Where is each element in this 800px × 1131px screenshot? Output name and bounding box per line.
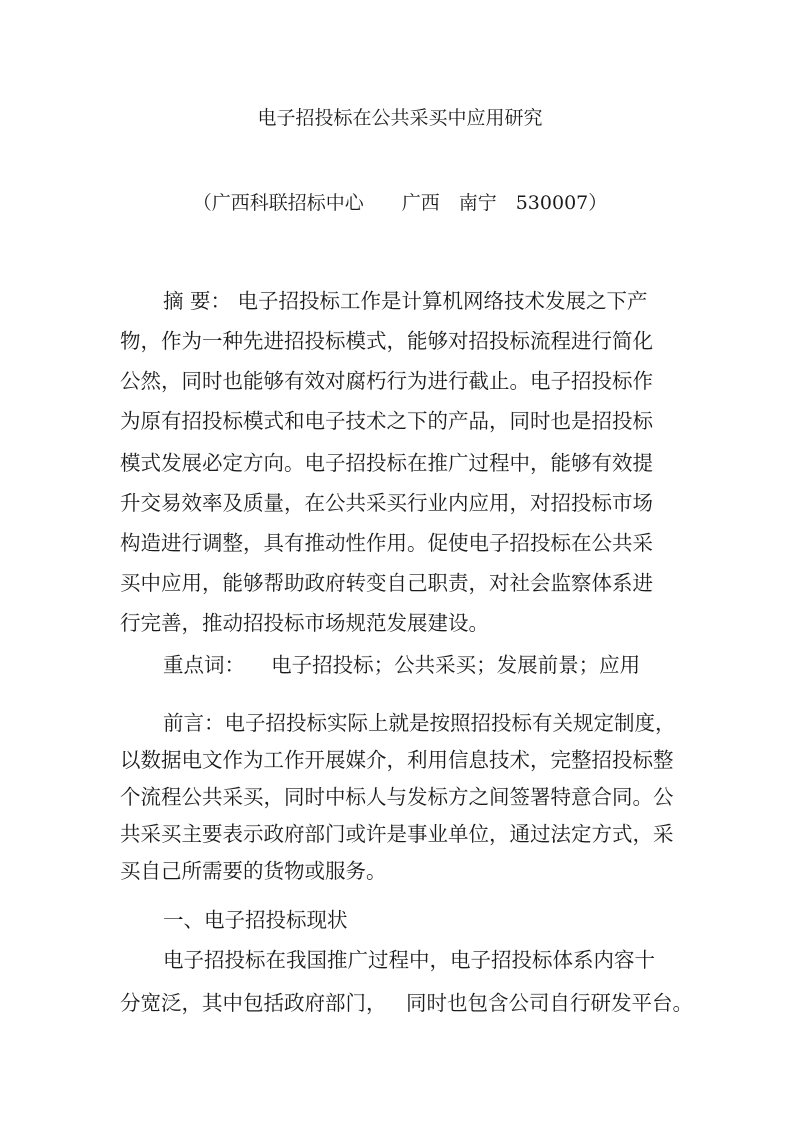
document-title: 电子招投标在公共采买中应用研究 bbox=[257, 107, 543, 129]
abstract-line: 摘 要： 电子招投标工作是计算机网络技术发展之下产 bbox=[163, 289, 648, 313]
preface-line: 共采买主要表示政府部门或许是事业单位，通过法定方式，采 bbox=[120, 822, 674, 846]
abstract-line: 为原有招投标模式和电子技术之下的产品，同时也是招投标 bbox=[120, 409, 653, 433]
abstract-line: 行完善，推动招投标市场规范发展建设。 bbox=[120, 611, 489, 635]
abstract-line: 买中应用，能够帮助政府转变自己职责，对社会监察体系进 bbox=[120, 571, 653, 595]
section-paragraph-line: 分宽泛，其中包括政府部门， 同时也包含公司自行研发平台。 bbox=[120, 991, 694, 1015]
preface-line: 以数据电文作为工作开展媒介，利用信息技术，完整招投标整 bbox=[120, 748, 674, 772]
abstract-line: 物，作为一种先进招投标模式，能够对招投标流程进行简化 bbox=[120, 329, 653, 353]
preface-line: 个流程公共采买，同时中标人与发标方之间签署特意合同。公 bbox=[120, 785, 674, 809]
abstract-line: 公然，同时也能够有效对腐朽行为进行截止。电子招投标作 bbox=[120, 369, 653, 393]
section-paragraph-line: 电子招投标在我国推广过程中，电子招投标体系内容十 bbox=[163, 948, 655, 972]
keywords-line: 重点词： 电子招投标；公共采买；发展前景；应用 bbox=[163, 653, 641, 677]
abstract-line: 构造进行调整，具有推动性作用。促使电子招投标在公共采 bbox=[120, 531, 653, 555]
section-heading: 一、电子招投标现状 bbox=[163, 908, 348, 932]
author-affiliation: （广西科联招标中心 广西 南宁 530007） bbox=[192, 192, 608, 214]
abstract-line: 升交易效率及质量，在公共采买行业内应用，对招投标市场 bbox=[120, 491, 653, 515]
abstract-line: 模式发展必定方向。电子招投标在推广过程中，能够有效提 bbox=[120, 451, 653, 475]
preface-line: 前言：电子招投标实际上就是按照招投标有关规定制度， bbox=[163, 711, 676, 735]
preface-line: 买自己所需要的货物或服务。 bbox=[120, 859, 387, 883]
